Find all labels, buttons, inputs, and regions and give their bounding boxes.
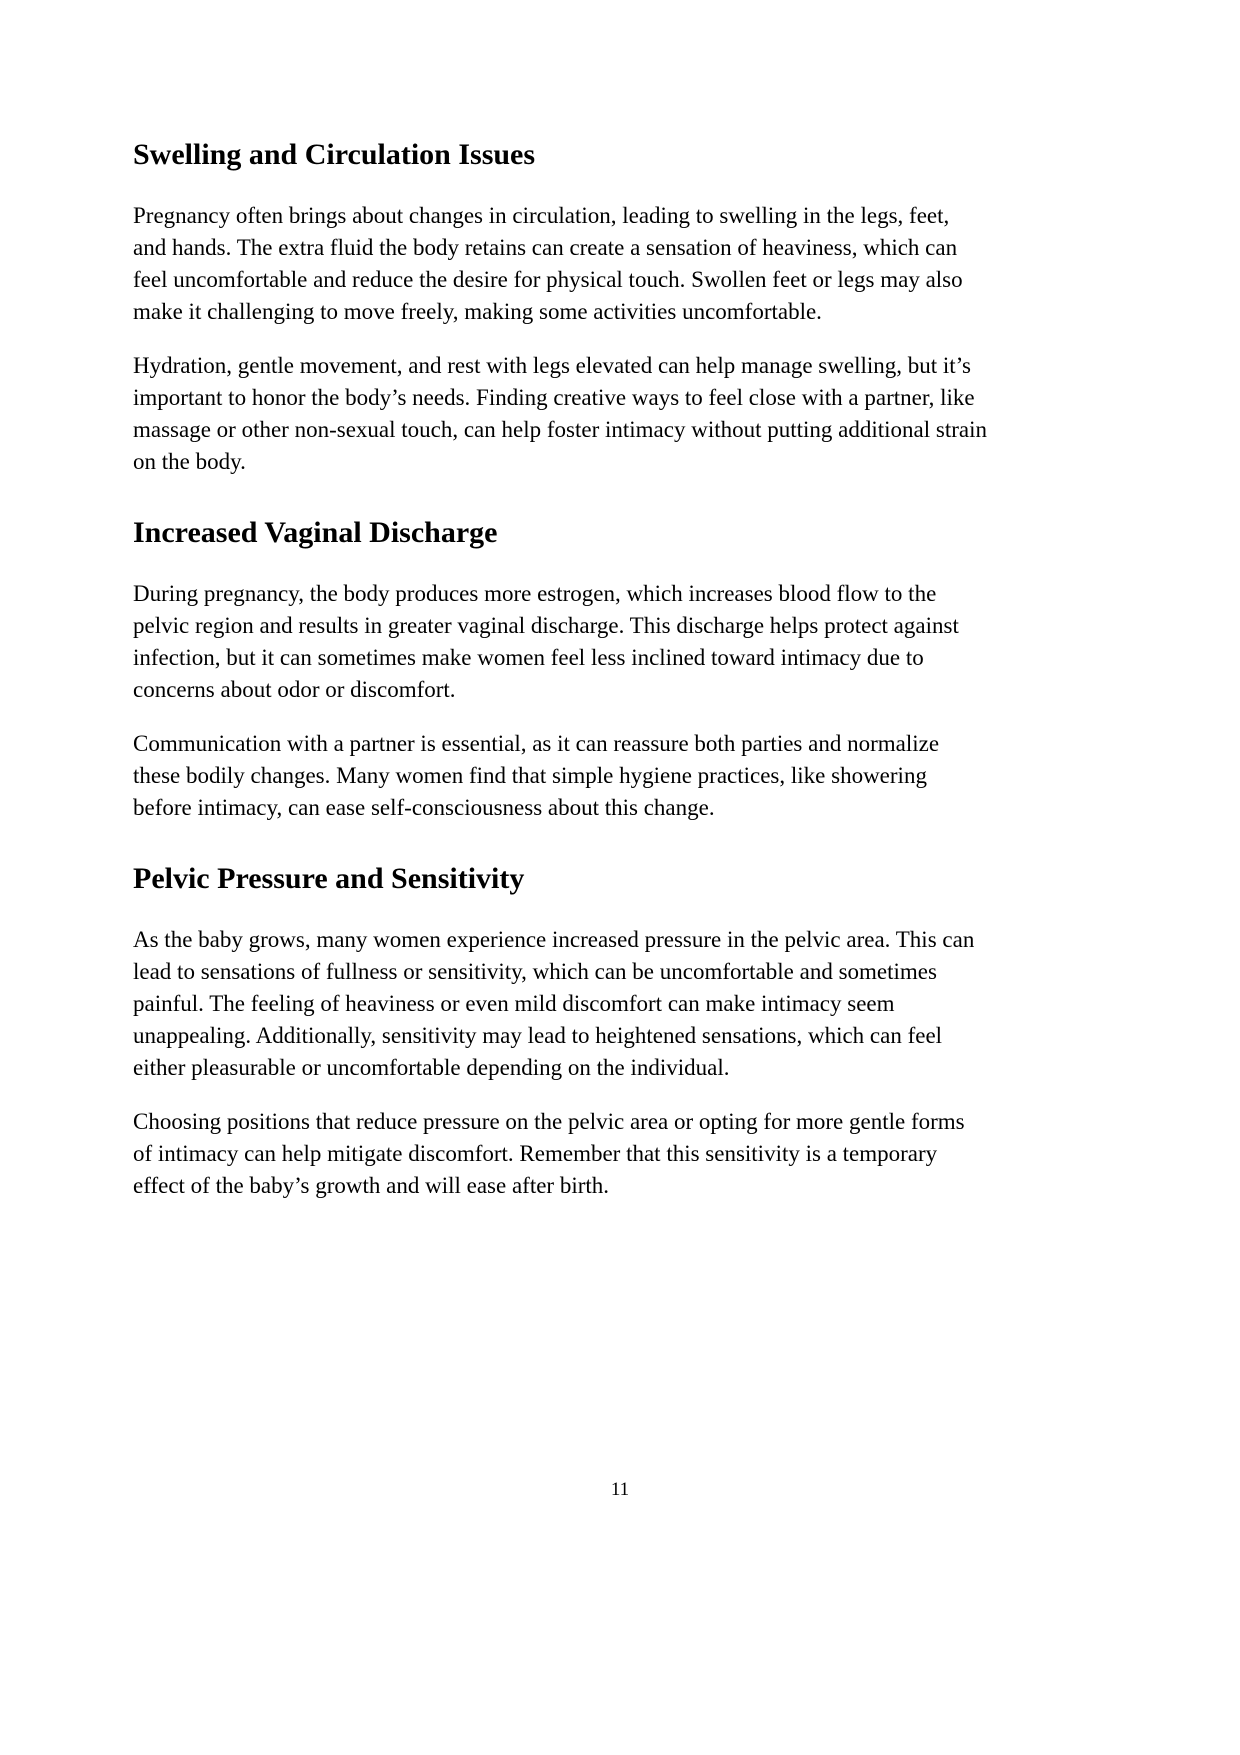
section-heading: Pelvic Pressure and Sensitivity <box>133 862 525 895</box>
paragraph: Pregnancy often brings about changes in circulation, leading to swelling in the legs, feet, and hands. The extra fluid the body retains can create a sensation of heaviness, which can feel uncomfortable and reduce the desire for physical touch. Swollen feet or legs may also make it challenging to move freely, making some activities uncomfortable. <box>133 203 963 324</box>
section-pelvic-pressure-and-sensitivity <box>133 860 988 1202</box>
paragraph: Communication with a partner is essential, as it can reassure both parties and normalize these bodily changes. Many women find that simple hygiene practices, like showering before intimacy, can ease self-consciousness about this change. <box>133 731 940 820</box>
paragraph: Choosing positions that reduce pressure on the pelvic area or opting for more gentle forms of intimacy can help mitigate discomfort. Remember that this sensitivity is a temporary effect of the baby’s growth and will ease after birth. <box>133 1109 965 1198</box>
paragraph: During pregnancy, the body produces more estrogen, which increases blood flow to the pelvic region and results in greater vaginal discharge. This discharge helps protect against infection, but it can sometimes make women feel less inclined toward intimacy due to concerns about odor or discomfort. <box>133 581 959 702</box>
paragraph: Hydration, gentle movement, and rest with legs elevated can help manage swelling, but it’s important to honor the body’s needs. Finding creative ways to feel close with a partner, like massage or other non-sexual touch, can help foster intimacy without putting additional strain on the body. <box>133 353 987 474</box>
page-number: 11 <box>610 1479 630 1500</box>
page-content <box>133 136 988 1224</box>
section-swelling-and-circulation <box>133 136 988 478</box>
section-heading: Swelling and Circulation Issues <box>133 138 536 171</box>
section-heading: Increased Vaginal Discharge <box>133 516 498 549</box>
section-increased-vaginal-discharge <box>133 514 988 824</box>
paragraph: As the baby grows, many women experience increased pressure in the pelvic area. This can lead to sensations of fullness or sensitivity, which can be uncomfortable and sometimes painful. The feeling of heaviness or even mild discomfort can make intimacy seem unappealing. Additionally, sensitivity may lead to heightened sensations, which can feel either pleasurable or uncomfortable depending on the individual. <box>133 927 975 1080</box>
